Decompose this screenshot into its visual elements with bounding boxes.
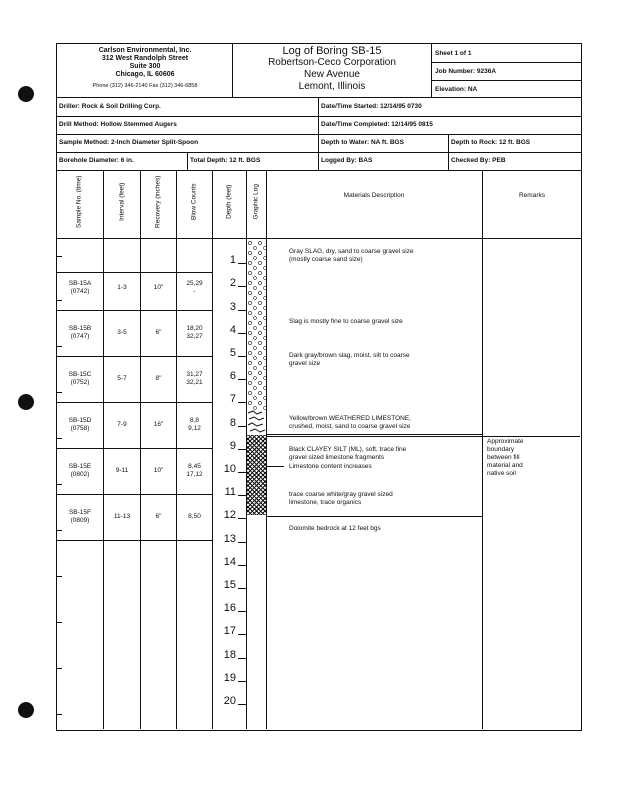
- col-graphic-log: Graphic Log: [252, 184, 260, 220]
- blow-counts-1: 8,8: [189, 417, 200, 424]
- punch-hole-bottom: [18, 702, 34, 718]
- material-clayey-silt-5: limestone, trace organics: [289, 499, 362, 506]
- depth-tick: [238, 495, 246, 496]
- blow-counts-1: 31,27: [186, 371, 203, 378]
- col-sample-no: Sample No. (time): [75, 175, 83, 228]
- depth-tick: [238, 611, 246, 612]
- blow-counts-2: 32,21: [186, 379, 203, 386]
- sample-id: SB-15A: [68, 280, 92, 287]
- depth-tick: [238, 565, 246, 566]
- col-blow-counts: Blow Counts: [190, 183, 198, 220]
- company-suite: Suite 300: [129, 63, 161, 70]
- sample-id: SB-15C: [68, 371, 92, 378]
- site-city: Lemont, Illinois: [298, 81, 366, 92]
- depth-label: 6: [229, 370, 236, 383]
- depth-tick: [238, 356, 246, 357]
- borehole-diameter: Borehole Diameter: 6 in.: [59, 157, 134, 164]
- material-slag-5: gravel size: [289, 360, 321, 367]
- client-name: Robertson-Ceco Corporation: [268, 57, 396, 68]
- sample-method: Sample Method: 2-Inch Diameter Split-Spoon: [59, 139, 199, 146]
- sample-recovery: 10": [153, 467, 164, 474]
- depth-label: 9: [229, 439, 236, 452]
- date-completed: Date/Time Completed: 12/14/95 0815: [321, 121, 433, 128]
- checked-by: Checked By: PEB: [451, 157, 506, 164]
- material-limestone-1: Yellow/brown WEATHERED LIMESTONE,: [289, 415, 411, 422]
- remark-1: Approximate: [487, 438, 524, 445]
- sample-time: (0752): [70, 379, 90, 386]
- depth-to-water: Depth to Water: NA ft. BGS: [321, 139, 404, 146]
- sample-recovery: 16": [153, 421, 164, 428]
- depth-tick: [238, 286, 246, 287]
- depth-tick: [238, 658, 246, 659]
- col-recovery: Recovery (inches): [154, 175, 162, 228]
- depth-tick: [238, 472, 246, 473]
- total-depth: Total Depth: 12 ft. BGS: [190, 157, 261, 164]
- depth-tick: [238, 704, 246, 705]
- material-slag-4: Dark gray/brown slag, moist, silt to coarse: [289, 352, 410, 359]
- depth-label: 20: [223, 695, 236, 707]
- depth-tick: [238, 518, 246, 519]
- depth-label: 2: [229, 277, 236, 290]
- depth-tick: [238, 379, 246, 380]
- blow-counts-2: 9,12: [188, 425, 201, 432]
- sample-id: SB-15F: [68, 509, 92, 516]
- depth-label: 8: [229, 416, 236, 429]
- material-slag-1: Gray SLAG, dry, sand to coarse gravel size: [289, 248, 414, 255]
- sample-id: SB-15E: [68, 463, 92, 470]
- job-number: Job Number: 9236A: [435, 68, 497, 75]
- depth-tick: [238, 426, 246, 427]
- company-city: Chicago, IL 60606: [115, 71, 175, 78]
- sample-interval: 3-5: [117, 329, 127, 336]
- sample-time: (0802): [70, 471, 90, 478]
- sample-time: (0758): [70, 425, 90, 432]
- logged-by: Logged By: BAS: [321, 157, 373, 164]
- sample-recovery: 6": [155, 329, 162, 336]
- depth-label: 1: [229, 254, 236, 267]
- depth-label: 11: [224, 486, 236, 499]
- material-clayey-silt-1: Black CLAYEY SILT (ML), soft, trace fine: [289, 446, 407, 453]
- depth-label: 19: [223, 671, 236, 684]
- sample-interval: 9-11: [115, 467, 129, 474]
- depth-tick: [238, 681, 246, 682]
- remark-2: boundary: [487, 446, 515, 453]
- depth-label: 14: [223, 555, 236, 568]
- sample-interval: 11-13: [113, 513, 131, 520]
- material-slag-3: Slag is mostly fine to coarse gravel size: [289, 318, 403, 325]
- depth-tick: [238, 634, 246, 635]
- material-clayey-silt-4: trace coarse white/gray gravel sized: [289, 491, 393, 498]
- material-clayey-silt-3: Limestone content increases: [289, 463, 372, 470]
- material-bedrock: Dolomite bedrock at 12 feet bgs: [289, 525, 381, 532]
- sheet-number: Sheet 1 of 1: [435, 50, 472, 57]
- depth-tick: [238, 310, 246, 311]
- depth-tick: [238, 333, 246, 334]
- remark-3: between fill: [487, 454, 520, 461]
- sample-time: (0747): [70, 333, 90, 340]
- depth-to-rock: Depth to Rock: 12 ft. BGS: [451, 139, 531, 146]
- date-started: Date/Time Started: 12/14/95 0730: [321, 103, 422, 110]
- col-materials-description: Materials Description: [343, 192, 405, 199]
- depth-label: 5: [229, 347, 236, 359]
- remark-5: native soil: [487, 470, 516, 477]
- company-name: Carlson Environmental, Inc.: [98, 47, 192, 54]
- blow-counts-2: 32,27: [186, 333, 203, 340]
- elevation: Elevation: NA: [435, 86, 478, 93]
- sample-time: (0742): [70, 288, 90, 295]
- depth-tick: [238, 263, 246, 264]
- material-limestone-2: crushed, moist, sand to coarse gravel size: [289, 423, 411, 430]
- col-remarks: Remarks: [518, 192, 545, 199]
- company-phone: Phone (312) 346-2140 Fax (312) 346-6858: [92, 83, 198, 89]
- drill-method: Drill Method: Hollow Stemmed Augers: [59, 121, 177, 128]
- sample-time: (0809): [70, 517, 90, 524]
- sample-id: SB-15B: [68, 325, 92, 332]
- page-title: Log of Boring SB-15: [282, 45, 382, 57]
- punch-hole-middle: [18, 394, 34, 410]
- slag-fill-pattern: [247, 240, 266, 410]
- sample-interval: 5-7: [117, 375, 127, 382]
- depth-label: 10: [223, 463, 236, 475]
- company-address: 312 West Randolph Street: [101, 55, 189, 62]
- material-slag-2: (mostly coarse sand size): [289, 256, 363, 263]
- blow-counts-1: 8,50: [188, 513, 201, 520]
- col-depth: Depth (feet): [225, 184, 233, 219]
- material-clayey-silt-2: gravel sized limestone fragments: [289, 454, 385, 461]
- depth-label: 16: [223, 602, 236, 615]
- depth-label: 4: [229, 323, 236, 336]
- blow-counts-2: -: [193, 288, 196, 295]
- sample-recovery: 8": [155, 375, 162, 382]
- site-street: New Avenue: [304, 69, 360, 80]
- depth-label: 7: [229, 393, 236, 406]
- depth-label: 13: [223, 532, 236, 545]
- driller: Driller: Rock & Soil Drilling Corp.: [59, 103, 161, 110]
- sample-interval: 7-9: [117, 421, 127, 428]
- depth-tick: [238, 588, 246, 589]
- sample-recovery: 6": [155, 513, 162, 520]
- weathered-limestone-pattern: [247, 410, 266, 435]
- depth-label: 12: [223, 509, 236, 522]
- blow-counts-1: 25,29: [186, 280, 203, 287]
- depth-label: 3: [229, 300, 236, 313]
- depth-tick: [238, 449, 246, 450]
- depth-tick: [238, 542, 246, 543]
- blow-counts-1: 8,45: [188, 463, 201, 470]
- remark-4: material and: [487, 462, 523, 469]
- depth-tick: [238, 402, 246, 403]
- sample-recovery: 10": [153, 284, 164, 291]
- blow-counts-1: 18,20: [186, 325, 203, 332]
- depth-label: 18: [223, 648, 236, 661]
- punch-hole-top: [18, 86, 34, 102]
- clayey-silt-pattern: [247, 435, 266, 515]
- sample-interval: 1-3: [117, 284, 127, 291]
- sample-id: SB-15D: [68, 417, 92, 424]
- col-interval: Interval (feet): [118, 182, 126, 221]
- blow-counts-2: 17,12: [186, 471, 203, 478]
- depth-label: 15: [223, 579, 236, 591]
- depth-label: 17: [223, 625, 236, 638]
